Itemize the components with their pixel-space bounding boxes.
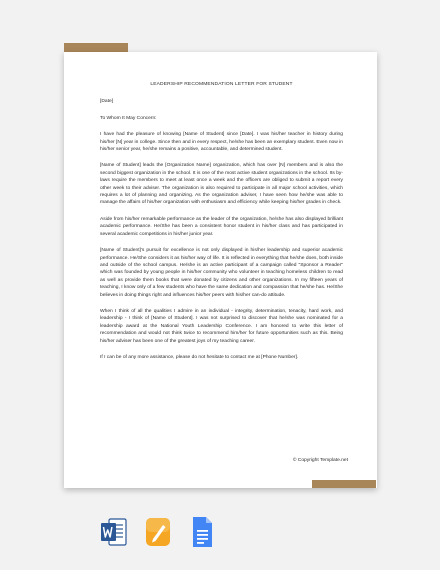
letter-paragraph: If I can be of any more assistance, please do not hesitate to contact me at [Phone Number]. xyxy=(100,354,299,360)
copyright-notice: © Copyright Template.net xyxy=(292,458,348,463)
letter-paragraph: When I think of all the qualities I admire in an individual - integrity, determination, tenacity, hard work, and leadership - I think of [Name of Student]. I was not surprised to discover that he/she was nominated for a leadership award at the National Youth Leadership Conference. I am honored to write this letter of recommendation and would not think twice to recommend him/her for future opportunities such as this. Being his/her adviser has been one of the greatest joys of my teaching career. xyxy=(100,308,343,344)
letter-body xyxy=(100,81,343,370)
letter-paragraph: Aside from his/her remarkable performance as the leader of the organization, he/she has also displayed brilliant academic performance. He/She has been a consistent honor student in his/her class and has participated in several academic competitions in his/her junior year. xyxy=(100,216,343,237)
decorative-bar-top xyxy=(64,43,128,52)
word-icon[interactable] xyxy=(100,516,128,548)
letter-title: LEADERSHIP RECOMMENDATION LETTER FOR STUDENT xyxy=(150,82,293,87)
letter-salutation: To Whom It May Concern: xyxy=(100,115,157,121)
letter-paragraph: [Name of Student] leads the [Organization Name] organization, which has over [N] members and is also the second biggest organization in the school. It is one of the most active student organizations in the school. Its by-laws require the members to meet at least once a week and the officers are obliged to submit a report every other week to their adviser. The organization is also required to participate in all major school activities, which requires a lot of planning and organizing. As the organization adviser, I have seen how he/she was able to manage the affairs of his/her organization with enthusiasm and efficiency while keeping his/her grades in check. xyxy=(100,163,343,206)
decorative-bar-bottom xyxy=(312,480,376,488)
pages-icon[interactable] xyxy=(144,516,172,548)
letter-paragraph: [Name of Student]'s pursuit for excellence is not only displayed in his/her leadership and superior academic performance. He/She considers it as his/her way of life. It is reflected in everything that he/she does, both inside and outside of the school campus. He/she is an active participant of a campaign called "Sponsor a Reader" which was founded by young people in his/her community who volunteer in teaching homeless children to read as well as provide them books that were donated by citizens and other organizations. In my fifteen years of teaching, I know only of a few students who have the same dedication and compassion that he/she has. He/She believes in doing things right and influences his/her peers with his/her can-do attitude. xyxy=(100,248,343,298)
format-icons xyxy=(100,516,216,548)
google-docs-icon[interactable] xyxy=(188,516,216,548)
letter-date: [Date] xyxy=(100,99,114,105)
letter-page xyxy=(64,52,377,488)
letter-paragraph: I have had the pleasure of knowing [Name of Student] since [Date]. I was his/her teacher in history during his/her [N] year in college. Since then and in every respect, he/she has been an exemplary student. Even now in his/her senior year, he/she remains a positive, accountable, and determined student. xyxy=(100,132,343,153)
